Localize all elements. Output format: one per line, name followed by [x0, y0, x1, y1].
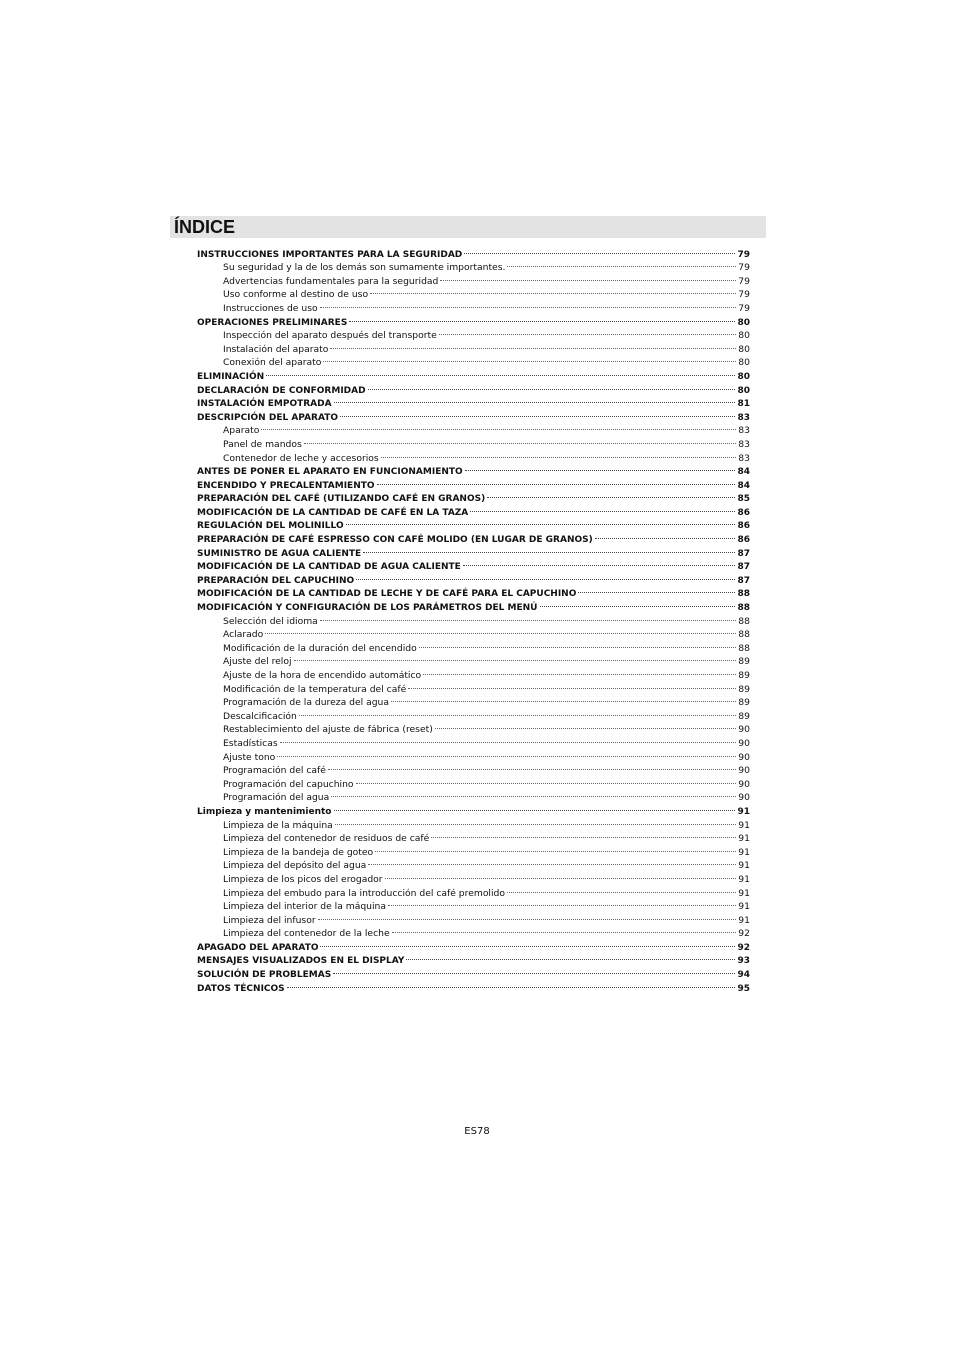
toc-entry-page: 91 — [737, 806, 750, 817]
toc-entry-label: Ajuste tono — [223, 751, 276, 763]
toc-leader-dots — [346, 515, 736, 529]
toc-leader-dots — [356, 569, 735, 583]
toc-leader-dots — [265, 624, 736, 638]
toc-leader-dots — [334, 393, 736, 407]
toc-entry-page: 87 — [737, 575, 750, 586]
toc-entry-page: 91 — [738, 819, 750, 831]
toc-entry-label: REGULACIÓN DEL MOLINILLO — [197, 521, 344, 532]
toc-entry-page: 83 — [738, 438, 750, 450]
toc-subsection-entry[interactable] — [197, 637, 750, 654]
toc-entry-page: 88 — [738, 615, 750, 627]
toc-entry-page: 89 — [738, 656, 750, 668]
toc-entry-label: DESCRIPCIÓN DEL APARATO — [197, 412, 339, 423]
toc-leader-dots — [330, 338, 736, 352]
toc-entry-label: APAGADO DEL APARATO — [197, 942, 319, 953]
toc-entry-label: ENCENDIDO Y PRECALENTAMIENTO — [197, 480, 375, 491]
toc-entry-page: 79 — [738, 262, 750, 274]
toc-entry-label: INSTRUCCIONES IMPORTANTES PARA LA SEGURIDAD — [197, 249, 463, 260]
toc-entry-page: 80 — [738, 343, 750, 355]
toc-entry-page: 80 — [737, 385, 750, 396]
toc-leader-dots — [465, 461, 736, 475]
toc-leader-dots — [328, 760, 736, 774]
toc-entry-page: 90 — [738, 751, 750, 763]
toc-entry-page: 83 — [738, 452, 750, 464]
toc-entry-page: 83 — [737, 412, 750, 423]
toc-entry-label: Limpieza del contenedor de la leche — [223, 928, 390, 940]
toc-entry-label: Ajuste del reloj — [223, 656, 292, 668]
toc-entry-page: 87 — [737, 548, 750, 559]
toc-entry-page: 79 — [737, 249, 750, 260]
toc-entry-label: Uso conforme al destino de uso — [223, 289, 369, 301]
toc-entry-label: Panel de mandos — [223, 438, 302, 450]
toc-entry-page: 88 — [737, 589, 750, 600]
toc-entry-label: MODIFICACIÓN DE LA CANTIDAD DE AGUA CALIENTE — [197, 562, 461, 573]
toc-leader-dots — [385, 868, 737, 882]
toc-entry-page: 88 — [737, 603, 750, 614]
toc-entry-page: 95 — [737, 983, 750, 994]
toc-entry-page: 89 — [738, 683, 750, 695]
toc-entry-label: Su seguridad y la de los demás son sumamente importantes. — [223, 262, 506, 274]
toc-leader-dots — [431, 828, 736, 842]
toc-section-entry[interactable] — [197, 243, 750, 260]
toc-leader-dots — [388, 896, 736, 910]
toc-leader-dots — [277, 746, 736, 760]
toc-entry-page: 84 — [737, 480, 750, 491]
toc-entry-page: 92 — [737, 942, 750, 953]
toc-subsection-entry[interactable] — [197, 420, 750, 437]
toc-leader-dots — [299, 705, 736, 719]
toc-leader-dots — [381, 447, 737, 461]
toc-entry-label: Aclarado — [223, 629, 264, 641]
toc-entry-label: Limpieza y mantenimiento — [197, 806, 332, 817]
toc-entry-label: Conexión del aparato — [223, 357, 322, 369]
toc-entry-label: ANTES DE PONER EL APARATO EN FUNCIONAMIENTO — [197, 467, 463, 478]
toc-entry-page: 90 — [738, 724, 750, 736]
toc-entry-page: 80 — [738, 330, 750, 342]
toc-entry-label: Instrucciones de uso — [223, 302, 318, 314]
toc-entry-label: DECLARACIÓN DE CONFORMIDAD — [197, 385, 366, 396]
toc-entry-label: Limpieza del depósito del agua — [223, 860, 367, 872]
toc-entry-label: Modificación de la duración del encendido — [223, 642, 417, 654]
toc-leader-dots — [440, 270, 736, 284]
toc-entry-page: 87 — [737, 562, 750, 573]
toc-leader-dots — [375, 841, 736, 855]
toc-entry-label: PREPARACIÓN DEL CAPUCHINO — [197, 575, 355, 586]
toc-entry-label: Contenedor de leche y accesorios — [223, 452, 379, 464]
toc-leader-dots — [266, 365, 735, 379]
toc-entry-page: 93 — [737, 956, 750, 967]
toc-entry-label: SUMINISTRO DE AGUA CALIENTE — [197, 548, 362, 559]
toc-entry-label: Descalcificación — [223, 710, 297, 722]
toc-subsection-entry[interactable] — [197, 746, 750, 763]
toc-entry-label: INSTALACIÓN EMPOTRADA — [197, 399, 332, 410]
toc-leader-dots — [320, 610, 736, 624]
toc-section-entry[interactable] — [197, 379, 750, 396]
toc-subsection-entry[interactable] — [197, 760, 750, 777]
toc-leader-dots — [334, 800, 736, 814]
toc-leader-dots — [540, 596, 736, 610]
toc-leader-dots — [377, 474, 736, 488]
toc-entry-label: Programación del café — [223, 765, 326, 777]
toc-leader-dots — [320, 936, 735, 950]
toc-leader-dots — [333, 963, 735, 977]
toc-leader-dots — [507, 882, 736, 896]
toc-entry-label: MENSAJES VISUALIZADOS EN EL DISPLAY — [197, 956, 405, 967]
toc-entry-label: Limpieza del interior de la máquina — [223, 901, 387, 913]
table-of-contents — [197, 243, 750, 994]
toc-entry-label: Limpieza del contenedor de residuos de café — [223, 833, 430, 845]
toc-entry-page: 86 — [737, 535, 750, 546]
toc-entry-label: Limpieza de la bandeja de goteo — [223, 846, 374, 858]
toc-entry-page: 91 — [738, 873, 750, 885]
toc-leader-dots — [294, 651, 737, 665]
toc-leader-dots — [304, 433, 737, 447]
toc-entry-page: 85 — [737, 494, 750, 505]
toc-entry-label: MODIFICACIÓN DE LA CANTIDAD DE LECHE Y DE CAFÉ PARA EL CAPUCHINO — [197, 589, 577, 600]
toc-leader-dots — [320, 297, 737, 311]
title-bar — [170, 216, 766, 238]
toc-entry-label: Modificación de la temperatura del café — [223, 683, 407, 695]
toc-leader-dots — [349, 311, 735, 325]
toc-leader-dots — [595, 528, 736, 542]
toc-leader-dots — [392, 923, 737, 937]
toc-leader-dots — [470, 501, 735, 515]
toc-leader-dots — [261, 420, 736, 434]
toc-leader-dots — [464, 243, 735, 257]
toc-entry-page: 91 — [738, 846, 750, 858]
toc-entry-label: PREPARACIÓN DEL CAFÉ (UTILIZANDO CAFÉ EN GRANOS) — [197, 494, 486, 505]
toc-entry-page: 91 — [738, 901, 750, 913]
page-number: ES78 — [464, 1126, 490, 1137]
toc-entry-page: 79 — [738, 302, 750, 314]
toc-leader-dots — [370, 284, 736, 298]
toc-leader-dots — [368, 379, 736, 393]
toc-leader-dots — [287, 977, 736, 991]
toc-entry-page: 91 — [738, 860, 750, 872]
toc-leader-dots — [419, 637, 737, 651]
toc-leader-dots — [439, 325, 737, 339]
toc-leader-dots — [280, 732, 737, 746]
toc-entry-page: 88 — [738, 629, 750, 641]
toc-entry-label: OPERACIONES PRELIMINARES — [197, 317, 348, 328]
toc-entry-page: 86 — [737, 521, 750, 532]
toc-entry-page: 86 — [737, 507, 750, 518]
toc-entry-page: 80 — [737, 371, 750, 382]
toc-entry-label: Limpieza del infusor — [223, 914, 316, 926]
toc-entry-label: Programación de la dureza del agua — [223, 697, 389, 709]
toc-leader-dots — [335, 814, 737, 828]
toc-subsection-entry[interactable] — [197, 624, 750, 641]
toc-entry-label: Advertencias fundamentales para la seguridad — [223, 275, 439, 287]
toc-entry-label: Programación del agua — [223, 792, 330, 804]
toc-entry-label: Inspección del aparato después del transporte — [223, 330, 437, 342]
toc-entry-label: Aparato — [223, 425, 260, 437]
page-title: ÍNDICE — [174, 217, 236, 237]
toc-entry-page: 80 — [738, 357, 750, 369]
toc-leader-dots — [323, 352, 736, 366]
toc-entry-page: 79 — [738, 289, 750, 301]
toc-entry-label: Selección del idioma — [223, 615, 318, 627]
toc-leader-dots — [356, 773, 737, 787]
toc-leader-dots — [507, 257, 736, 271]
toc-leader-dots — [406, 950, 735, 964]
toc-entry-page: 81 — [737, 399, 750, 410]
toc-leader-dots — [423, 664, 736, 678]
toc-entry-label: Limpieza de los picos del erogador — [223, 873, 383, 885]
toc-entry-page: 91 — [738, 887, 750, 899]
toc-entry-page: 90 — [738, 792, 750, 804]
toc-leader-dots — [408, 678, 736, 692]
toc-entry-page: 92 — [738, 928, 750, 940]
toc-leader-dots — [318, 909, 737, 923]
toc-leader-dots — [363, 542, 735, 556]
toc-subsection-entry[interactable] — [197, 732, 750, 749]
toc-entry-label: MODIFICACIÓN DE LA CANTIDAD DE CAFÉ EN LA TAZA — [197, 507, 469, 518]
toc-leader-dots — [368, 855, 736, 869]
toc-section-entry[interactable] — [197, 365, 750, 382]
toc-leader-dots — [463, 556, 736, 570]
toc-entry-label: Estadísticas — [223, 737, 278, 749]
toc-entry-label: ELIMINACIÓN — [197, 371, 265, 382]
toc-entry-page: 83 — [738, 425, 750, 437]
toc-leader-dots — [340, 406, 735, 420]
toc-entry-page: 91 — [738, 914, 750, 926]
toc-entry-label: Restablecimiento del ajuste de fábrica (reset) — [223, 724, 433, 736]
toc-entry-page: 94 — [737, 970, 750, 981]
toc-entry-page: 91 — [738, 833, 750, 845]
toc-entry-label: Limpieza del embudo para la introducción del café premolido — [223, 887, 505, 899]
toc-entry-page: 89 — [738, 710, 750, 722]
toc-entry-label: Programación del capuchino — [223, 778, 354, 790]
toc-entry-label: MODIFICACIÓN Y CONFIGURACIÓN DE LOS PARÁMETROS DEL MENÚ — [197, 603, 538, 614]
toc-entry-page: 89 — [738, 697, 750, 709]
toc-entry-page: 90 — [738, 765, 750, 777]
toc-leader-dots — [578, 583, 735, 597]
toc-entry-label: SOLUCIÓN DE PROBLEMAS — [197, 970, 332, 981]
toc-leader-dots — [487, 488, 735, 502]
toc-entry-page: 88 — [738, 642, 750, 654]
toc-subsection-entry[interactable] — [197, 433, 750, 450]
toc-leader-dots — [435, 719, 736, 733]
toc-entry-label: PREPARACIÓN DE CAFÉ ESPRESSO CON CAFÉ MOLIDO (EN LUGAR DE GRANOS) — [197, 535, 593, 546]
toc-entry-page: 90 — [738, 737, 750, 749]
toc-entry-page: 89 — [738, 670, 750, 681]
toc-entry-page: 80 — [737, 317, 750, 328]
toc-entry-label: DATOS TÉCNICOS — [197, 983, 285, 994]
toc-entry-label: Ajuste de la hora de encendido automático — [223, 670, 422, 681]
toc-entry-page: 90 — [738, 778, 750, 790]
toc-entry-page: 84 — [737, 467, 750, 478]
toc-entry-label: Limpieza de la máquina — [223, 819, 333, 831]
toc-entry-page: 79 — [738, 275, 750, 287]
toc-entry-label: Instalación del aparato — [223, 343, 329, 355]
toc-leader-dots — [331, 787, 736, 801]
toc-leader-dots — [391, 692, 736, 706]
